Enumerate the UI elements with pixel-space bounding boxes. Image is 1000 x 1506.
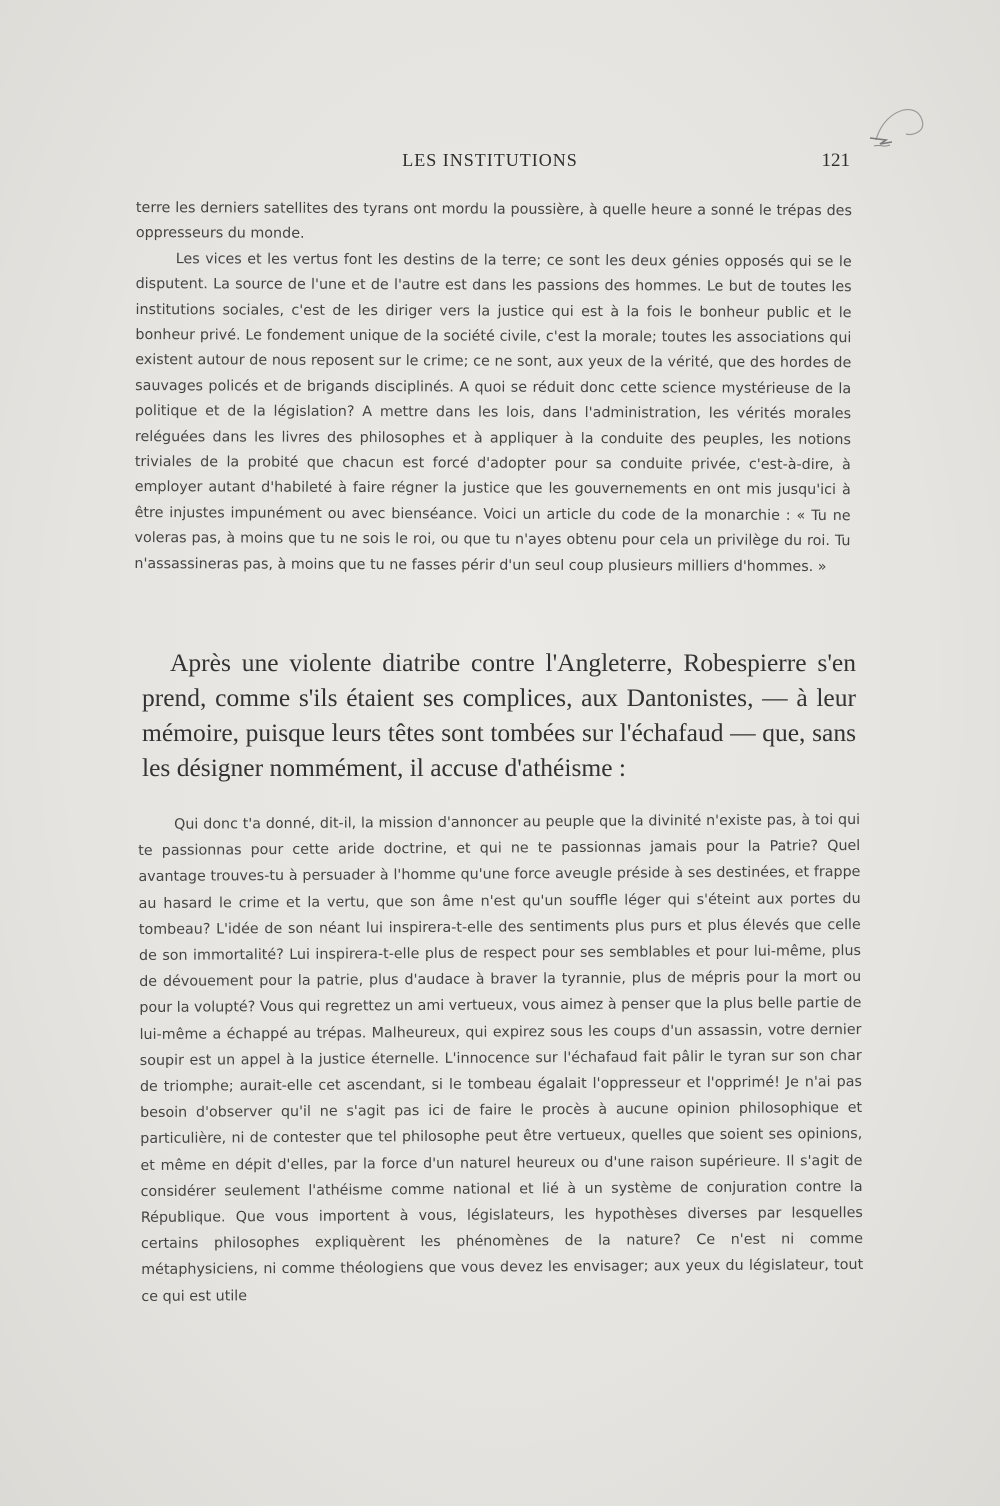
- page-number: 121: [821, 150, 850, 171]
- ink-mark-decoration: [866, 100, 930, 160]
- running-head: [130, 150, 850, 180]
- author-commentary: Après une violente diatribe contre l'Angleterre, Robespierre s'en prend, comme s'ils étaient ses complices, aux Dantonistes, — à leur mémoire, puisque leurs têtes sont tombées sur l'échafaud — que, sans les désigner nommément, il accuse d'athéisme :: [142, 648, 856, 782]
- quotation-paragraph: Qui donc t'a donné, dit-il, la mission d'annoncer au peuple que la divinité n'existe pas, à toi qui te passionnas pour cette aride doctrine, et qui ne te passionnas jamais pour la Patrie? Quel avantage trouves-tu à persuader à l'homme qu'une force aveugle préside à ses destinées, et frappe au hasard le crime et la vertu, que son âme n'est qu'un souffle léger qui s'éteint aux portes du tombeau? L'idée de son néant lui inspirera-t-elle des sentiments plus purs et plus élevés que celle de son immortalité? Lui inspirera-t-elle plus de respect pour ses semblables et pour lui-même, plus de dévouement pour la patrie, plus d'audace à braver la tyrannie, plus de mépris pour la mort ou pour la volupté? Vous qui regrettez un ami vertueux, vous aimez à penser que la plus belle partie de lui-même a échappé au trépas. Malheureux, qui expirez sous les coups d'un assassin, votre dernier soupir est un appel à la justice éternelle. L'innocence sur l'échafaud fait pâlir le tyran sur son char de triomphe; aurait-elle cet ascendant, si le tombeau égalait l'oppresseur et l'opprimé! Je n'ai pas besoin d'observer qu'il ne s'agit pas ici de faire le procès à aucune opinion philosophique et particulière, ni de contester que tel philosophe peut être vertueux, quelles que soient ses opinions, et même en dépit d'elles, par la force d'un naturel heureux ou d'une raison supérieure. Il s'agit de considérer seulement l'athéisme comme national et lié à un système de conjuration contre la République. Que vous importent à vous, législateurs, les hypothèses diverses par lesquelles certains philosophes expliquèrent les phénomènes de la nature? Ce n'est ni comme métaphysiciens, ni comme théologiens que vous devez les envisager; aux yeux du législateur, tout ce qui est utile: [138, 811, 864, 1305]
- quotation-paragraph: terre les derniers satellites des tyrans ont mordu la poussière, à quelle heure a sonné le trépas des oppresseurs du monde.: [135, 199, 852, 243]
- quotation-block-bottom: [138, 807, 863, 1310]
- running-title: LES INSTITUTIONS: [402, 150, 578, 170]
- quotation-paragraph: Les vices et les vertus font les destins de la terre; ce sont les deux génies opposés qui se le disputent. La source de l'une et de l'autre est dans les passions des hommes. Le but de toutes les institutions sociales, c'est de les diriger vers la justice qui est à la fois le bonheur public et le bonheur privé. Le fondement unique de la société civile, c'est la morale; toutes les associations qui existent autour de nous reposent sur le crime; ce ne sont, aux yeux de la vérité, que des hordes de sauvages policés et de brigands disciplinés. A quoi se réduit donc cette science mystérieuse de la politique et de la législation? A mettre dans les lois, dans l'administration, les vérités morales reléguées dans les livres des philosophes et à appliquer à la conduite des peuples, les notions triviales de la probité que chacun est forcé d'adopter pour sa conduite privée, c'est-à-dire, à employer autant d'habileté à faire régner la justice que les gouvernements en ont mis jusqu'ici à être injustes impunément ou avec bienséance. Voici un article du code de la monarchie : « Tu ne voleras pas, à moins que tu ne sois le roi, ou que tu n'ayes obtenu pour cela un privilège du roi. Tu n'assassineras pas, à moins que tu ne fasses périr d'un seul coup plusieurs milliers d'hommes. »: [134, 250, 852, 575]
- quotation-block-top: [134, 196, 852, 580]
